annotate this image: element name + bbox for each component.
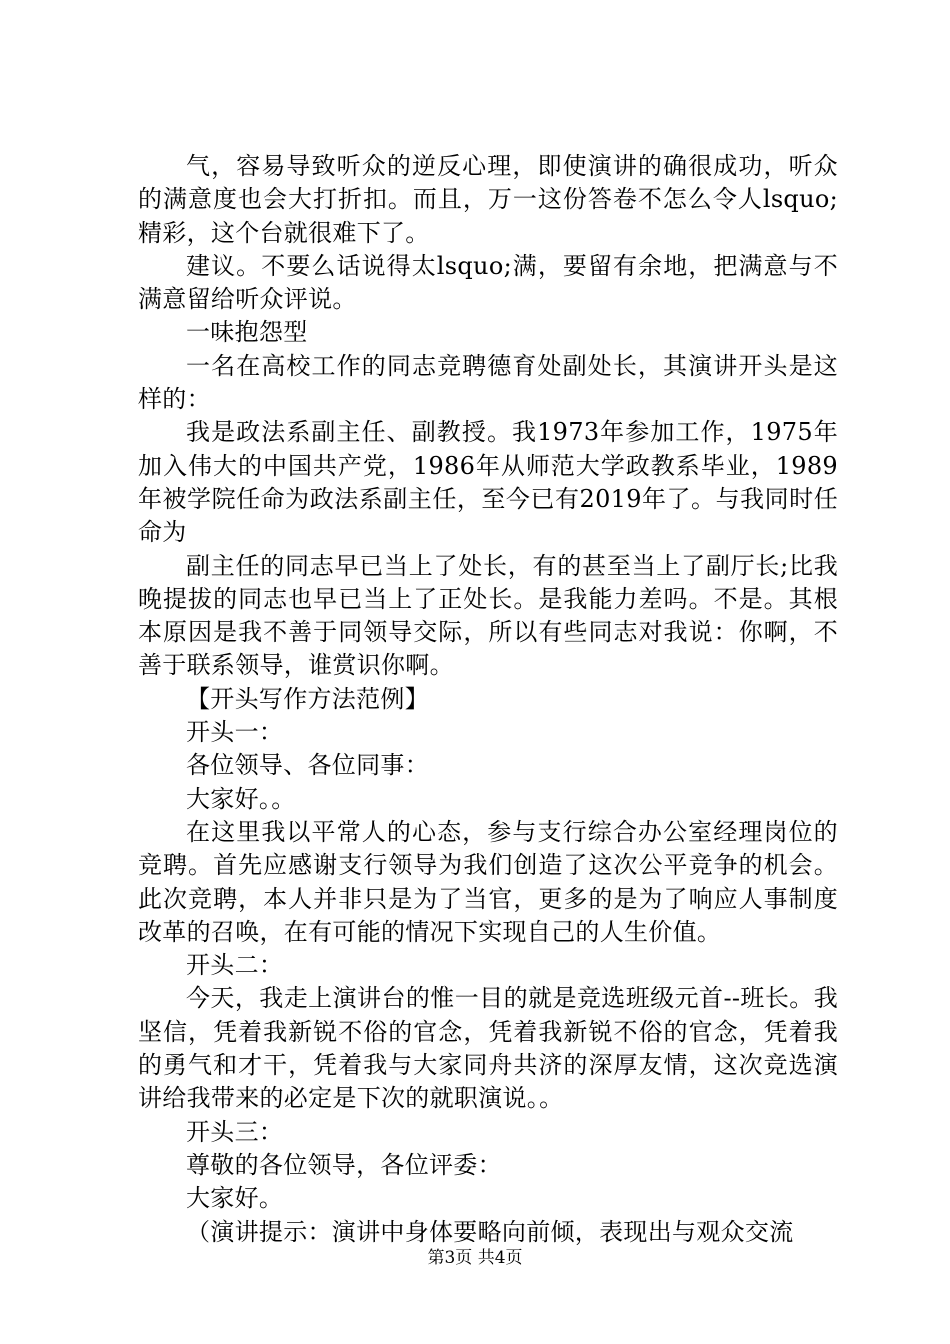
section-heading: 【开头写作方法范例】 bbox=[186, 684, 429, 713]
paragraph: 大家好。。 bbox=[186, 784, 296, 813]
sub-heading: 开头三： bbox=[186, 1117, 284, 1146]
paragraph: 气，容易导致听众的逆反心理，即使演讲的确很成功，听众的满意度也会大打折扣。而且，万一这份答卷不怎么令人lsquo;精彩，这个台就很难下了。 bbox=[138, 152, 838, 247]
paragraph: （演讲提示：演讲中身体要略向前倾，表现出与观众交流 bbox=[186, 1217, 794, 1246]
paragraph: 各位领导、各位同事： bbox=[186, 751, 429, 780]
paragraph: 我是政法系副主任、副教授。我1973年参加工作，1975年加入伟大的中国共产党，1986年从师范大学政教系毕业，1989年被学院任命为政法系副主任，至今已有2019年了。与我同时任命为 bbox=[138, 418, 838, 547]
document-body bbox=[138, 150, 838, 1249]
paragraph: 尊敬的各位领导，各位评委： bbox=[186, 1150, 502, 1179]
sub-heading: 开头一： bbox=[186, 718, 284, 747]
paragraph: 今天，我走上演讲台的惟一目的就是竞选班级元首--班长。我坚信，凭着我新锐不俗的官念，凭着我新锐不俗的官念，凭着我的勇气和才干，凭着我与大家同舟共济的深厚友情，这次竞选演讲给我带来的必定是下次的就职演说。。 bbox=[138, 984, 838, 1113]
sub-heading: 开头二： bbox=[186, 951, 284, 980]
paragraph: 大家好。 bbox=[186, 1184, 284, 1213]
paragraph: 一名在高校工作的同志竞聘德育处副处长，其演讲开头是这样的： bbox=[138, 351, 838, 414]
page-footer: 第3页 共4页 bbox=[427, 1248, 523, 1268]
section-heading: 一味抱怨型 bbox=[186, 318, 308, 347]
paragraph: 建议。不要么话说得太lsquo;满，要留有余地，把满意与不满意留给听众评说。 bbox=[138, 251, 838, 314]
paragraph: 副主任的同志早已当上了处长，有的甚至当上了副厅长;比我晚提拔的同志也早已当上了正处长。是我能力差吗。不是。其根本原因是我不善于同领导交际，所以有些同志对我说：你啊，不善于联系领导，谁赏识你啊。 bbox=[138, 551, 838, 680]
paragraph: 在这里我以平常人的心态，参与支行综合办公室经理岗位的竞聘。首先应感谢支行领导为我们创造了这次公平竞争的机会。此次竞聘，本人并非只是为了当官，更多的是为了响应人事制度改革的召唤，在有可能的情况下实现自己的人生价值。 bbox=[138, 817, 838, 946]
